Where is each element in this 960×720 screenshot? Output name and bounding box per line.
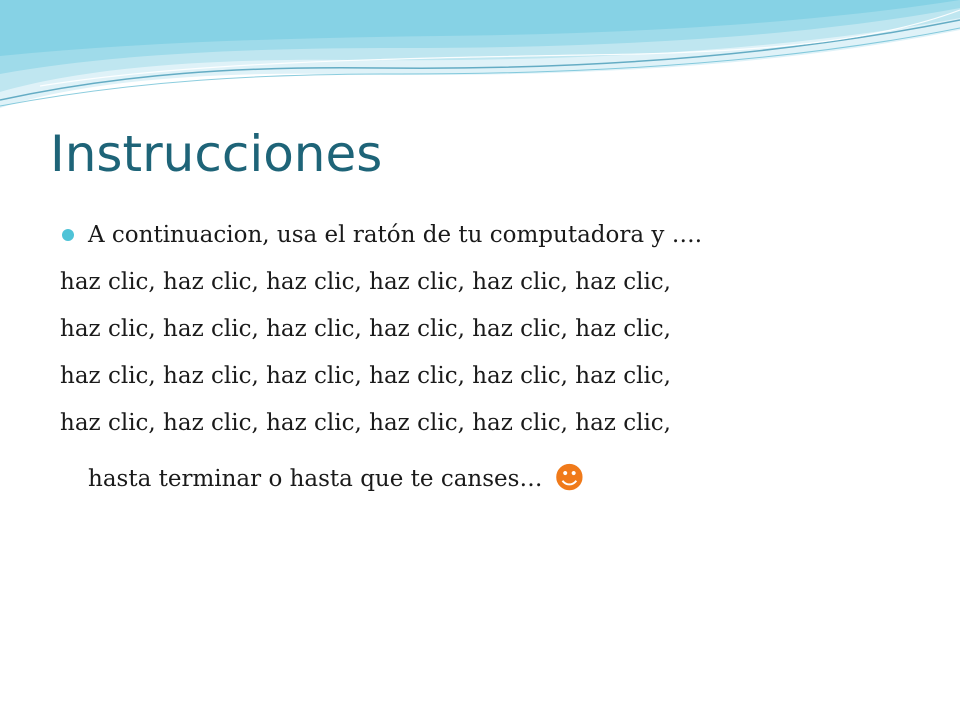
header-wave-decoration — [0, 0, 960, 110]
bullet-text: A continuacion, usa el ratón de tu computadora y …. — [88, 222, 703, 248]
click-line-2: haz clic, haz clic, haz clic, haz clic, haz clic, haz clic, — [60, 316, 671, 342]
closing-text: hasta terminar o hasta que te canses… — [88, 466, 543, 492]
click-line-4: haz clic, haz clic, haz clic, haz clic, haz clic, haz clic, — [60, 410, 671, 436]
closing-line — [60, 455, 930, 502]
click-line-3: haz clic, haz clic, haz clic, haz clic, haz clic, haz clic, — [60, 363, 671, 389]
bullet-item — [60, 212, 930, 259]
bullet-dot-icon — [62, 229, 74, 241]
slide-body — [60, 212, 930, 502]
smiley-face-icon: ☻ — [553, 461, 586, 496]
slide-title: Instrucciones — [50, 125, 383, 183]
click-line-1: haz clic, haz clic, haz clic, haz clic, haz clic, haz clic, — [60, 269, 671, 295]
